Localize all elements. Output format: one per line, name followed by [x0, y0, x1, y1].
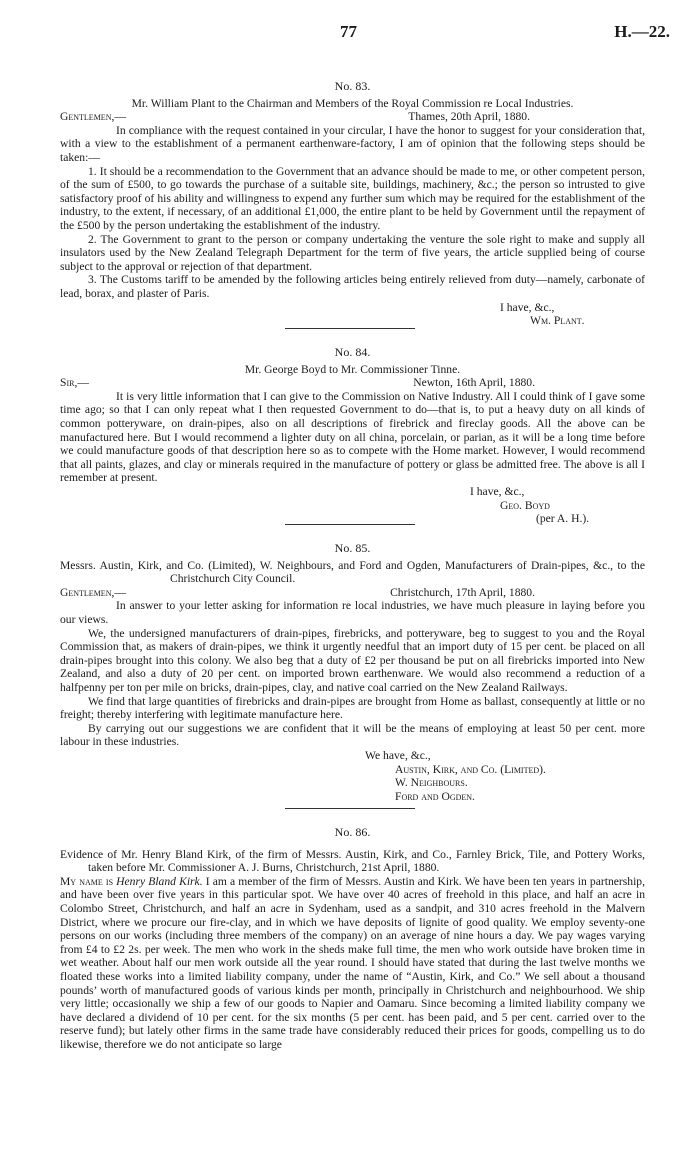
closing: We have, &c., [365, 748, 431, 762]
letter-title: Mr. William Plant to the Chairman and Members of the Royal Commission re Local Industries. [131, 96, 574, 110]
evidence-text: I am a member of the firm of Messrs. Austin and Kirk. We have been ten years in partnership, and have been over five years in this particular spot. We have over 40 acres of freehold in this place, and half an acre in Colombo Street, Christchurch, and half an acre in Sydenham, used as a sandpit, and 310 acres freehold in the Malvern District, where we procure our fire-clay, and in which we have deposits of lignite of good quality. We employ seventy-one persons on our works (including three members of the company) on an average of nine hours a day. We pay wages varying from £4 to £2 2s. per week. The men who work in the sheds make full time, the men who work outside have broken time in wet weather. About half our men work outside all the year round. I should have stated that during the last twelve months we floated these works into a limited liability company, under the name of “Austin, Kirk, and Co.” We sell about a thousand pounds’ worth of manufactured goods of various kinds per month, principally in Christchurch and neighbourhood. We ship very little; occasionally we ship a few of our goods to Napier and Oamaru. Since becoming a limited liability company we have declared a dividend of 10 per cent. for the six months (5 per cent. has been paid, and 5 per cent. carried over to the reserve fund); but lately other firms in the same trade have considerably reduced their prices for goods, compelling us to do likewise, therefore we do not anticipate so large [60, 874, 645, 1051]
letter-number: No. 83. [334, 79, 371, 93]
evidence-86 [60, 826, 645, 1052]
paragraph: By carrying out our suggestions we are confident that it will be the means of employing at least 50 per cent. more labour in these industries. [60, 721, 645, 749]
letter-title: Mr. George Boyd to Mr. Commissioner Tinne. [244, 362, 461, 376]
page-header [0, 22, 700, 46]
salutation: Sir,— [60, 376, 89, 390]
salutation-row [60, 110, 645, 124]
place-date: Newton, 16th April, 1880. [413, 376, 535, 390]
letter-number: No. 85. [334, 541, 371, 555]
salutation-row [60, 586, 645, 600]
evidence-number: No. 86. [334, 825, 371, 839]
closing: I have, &c., [500, 300, 555, 314]
paragraph: It is very little information that I can give to the Commission on Native Industry. All I could think of I gave some time ago; so that I can only repeat what I then requested Government to do—that is, to put a heavy duty on all kinds of common potteryware, on drain-pipes, also on all descriptions of firebrick and fireclay goods. All the above can be manufactured here. But I would recommend a lighter duty on all china, porcelain, or parian, as it will be a long time before we could manufacture goods of that description here so as to compete with the Home market. However, I would recommend that all paints, glazes, and clay or minerals required in the manufacture of pottery or glass be admitted free. The above is all I remember at present. [60, 389, 645, 485]
place-date: Thames, 20th April, 1880. [408, 110, 530, 124]
document-reference: H.—22. [614, 22, 670, 41]
salutation-row [60, 376, 645, 390]
letter-84 [60, 346, 645, 526]
letter-83 [60, 80, 645, 328]
divider [285, 524, 415, 525]
paragraph: In answer to your letter asking for information re local industries, we have much pleasure in laying before you our views. [60, 599, 645, 626]
witness-name: Henry Bland Kirk. [116, 874, 203, 888]
closing: I have, &c., [470, 484, 525, 498]
evidence-lead: My name is [60, 874, 114, 888]
paragraph: We find that large quantities of firebricks and drain-pipes are brought from Home as ballast, consequently at little or no freight; thereby interfering with legitimate manufacture here. [60, 694, 645, 722]
divider [285, 328, 415, 329]
salutation: Gentlemen,— [60, 110, 126, 124]
signature-note: (per A. H.). [536, 512, 590, 526]
evidence-body [60, 875, 645, 1052]
evidence-title: Evidence of Mr. Henry Bland Kirk, of the firm of Messrs. Austin, Kirk, and Co., Farnley Brick, Tile, and Pottery Works, taken before Mr. Commissioner A. J. Burns, Christchurch, 21st April, 1880. [60, 847, 645, 875]
signature: Ford and Ogden. [395, 789, 475, 803]
paragraph: 2. The Government to grant to the person or company undertaking the venture the sole right to make and supply all insulators used by the New Zealand Telegraph Department for the term of five years, the article supplied being of course subject to the approval or rejection of that department. [60, 232, 645, 273]
signature: Austin, Kirk, and Co. (Limited). [395, 762, 546, 776]
salutation: Gentlemen,— [60, 585, 126, 599]
signature: Wm. Plant. [530, 314, 585, 328]
place-date: Christchurch, 17th April, 1880. [390, 585, 535, 599]
signature: Geo. Boyd [500, 498, 550, 512]
paragraph: 1. It should be a recommendation to the Government that an advance should be made to me, or other competent person, of the sum of £500, to go towards the purchase of a suitable site, buildings, machinery, &c.; the person so intrusted to give satisfactory proof of his ability and willingness to expend any further sum which may be required for the establishment of the industry, to the extent, if necessary, of an additional £1,000, the entire plant to be held by Government until the repayment of the £500 by the person undertaking the establishment of the industry. [60, 164, 645, 232]
page-number: 77 [340, 22, 357, 41]
signature: W. Neighbours. [395, 776, 468, 790]
divider [285, 808, 415, 809]
letter-number: No. 84. [334, 345, 371, 359]
paragraph: In compliance with the request contained in your circular, I have the honor to suggest for your consideration that, with a view to the establishment of a permanent earthenware-factory, I am of opinion that the following steps should be taken:— [60, 123, 645, 164]
letter-85 [60, 542, 645, 803]
paragraph: We, the undersigned manufacturers of drain-pipes, firebricks, and potteryware, beg to suggest to you and the Royal Commission that, as makers of drain-pipes, we think it urgently needful that an import duty of 15 per cent. be placed on all drain-pipes brought into this colony. We also beg that a duty of £2 per thousand be put on all firebricks imported into New Zealand, and also a duty of 20 per cent. on imported brown earthenware. We would also recommend a reduction of a halfpenny per ton per mile on bricks, drain-pipes, clay, and native coal carried on the New Zealand Railways. [60, 626, 645, 694]
paragraph: 3. The Customs tariff to be amended by the following articles being entirely relieved from duty—namely, carbonate of lead, borax, and plaster of Paris. [60, 273, 645, 300]
letter-title: Messrs. Austin, Kirk, and Co. (Limited), W. Neighbours, and Ford and Ogden, Manufacturers of Drain-pipes, &c., to the Christchurch City Council. [60, 558, 645, 586]
